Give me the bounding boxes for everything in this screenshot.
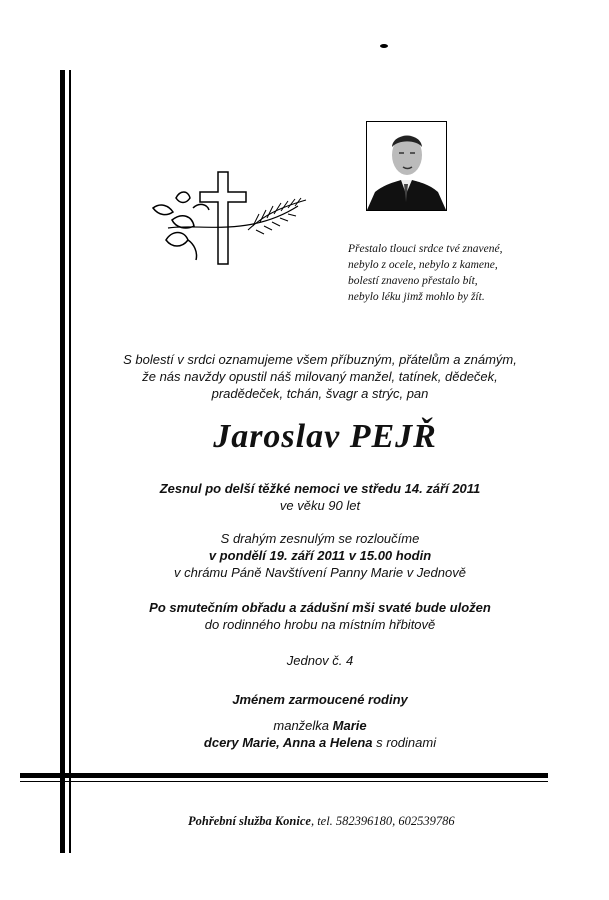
age-line: ve věku 90 let xyxy=(279,498,361,513)
intro-line: že nás navždy opustil náš milovaný manžel, tatínek, dědeček, xyxy=(142,369,498,384)
burial-line: Po smutečním obřadu a zádušní mši svaté bude uložen xyxy=(149,600,491,615)
death-info xyxy=(60,480,580,514)
family-members xyxy=(60,717,580,751)
family-heading: Jménem zarmoucené rodiny xyxy=(232,692,408,707)
cross-with-flowers-icon xyxy=(148,168,310,270)
poem xyxy=(348,241,588,305)
farewell-info xyxy=(60,530,580,581)
portrait-photo-image xyxy=(367,122,446,210)
funeral-service-phone: , tel. 582396180, 602539786 xyxy=(310,814,455,828)
farewell-date: v pondělí 19. září 2011 v 15.00 hodin xyxy=(208,548,432,563)
intro-line: pradědeček, tchán, švagr a strýc, pan xyxy=(211,386,429,401)
bottom-border-line-thick xyxy=(20,773,548,778)
farewell-line: S drahým zesnulým se rozloučíme xyxy=(220,531,420,546)
death-line: Zesnul po delší těžké nemoci ve středu 14. září 2011 xyxy=(159,481,481,496)
funeral-service-name: Pohřební služba Konice xyxy=(188,814,311,828)
family-suffix: s rodinami xyxy=(372,735,437,750)
poem-line: nebylo z ocele, nebylo z kamene, xyxy=(348,259,498,271)
family-name: Marie, Anna a Helena xyxy=(242,735,373,750)
footer xyxy=(188,814,455,829)
family-line xyxy=(60,717,580,734)
burial-line: do rodinného hrobu na místním hřbitově xyxy=(204,617,436,632)
family-relation: manželka xyxy=(273,718,333,733)
burial-info xyxy=(60,599,580,633)
family-relation: dcery xyxy=(203,735,243,750)
address: Jednov č. 4 xyxy=(286,653,354,668)
family-line xyxy=(60,734,580,751)
ink-spot xyxy=(380,44,388,48)
farewell-place: v chrámu Páně Navštívení Panny Marie v Jednově xyxy=(174,565,466,580)
poem-line: bolestí znaveno přestalo bít, xyxy=(348,275,478,287)
announcement-intro xyxy=(60,351,580,402)
intro-line: S bolestí v srdci oznamujeme všem příbuzným, přátelům a známým, xyxy=(123,352,517,367)
deceased-name: Jaroslav PEJŘ xyxy=(213,418,437,455)
bottom-border-line-thin xyxy=(20,781,548,782)
portrait-photo xyxy=(366,121,447,211)
poem-line: nebylo léku jimž mohlo by žít. xyxy=(348,291,485,303)
poem-line: Přestalo tlouci srdce tvé znavené, xyxy=(348,243,503,255)
family-name: Marie xyxy=(332,718,367,733)
